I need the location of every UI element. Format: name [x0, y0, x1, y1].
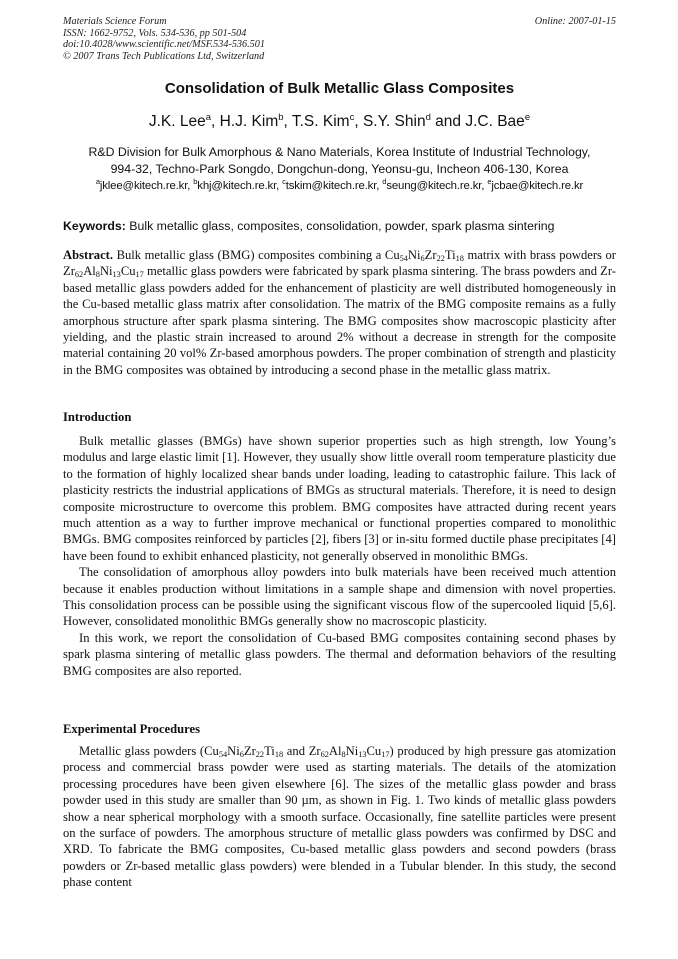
email-address[interactable]: jklee@kitech.re.kr,	[99, 179, 194, 192]
issn-line: ISSN: 1662-9752, Vols. 534-536, pp 501-504	[63, 27, 247, 39]
formula-element: Al	[83, 264, 96, 279]
author-affiliation-mark: a	[205, 112, 212, 123]
formula-element: Ni	[99, 264, 113, 279]
email-mark: c	[282, 177, 286, 186]
email-mark: d	[382, 177, 387, 186]
affiliation	[63, 144, 616, 177]
doi-link[interactable]: doi:10.4028/www.scientific.net/MSF.534-536.501	[63, 39, 265, 51]
formula-subscript: 8	[95, 270, 100, 280]
email-address[interactable]: tskim@kitech.re.kr,	[285, 179, 383, 192]
journal-header	[63, 16, 616, 62]
experimental-text-1: Metallic glass powders (	[79, 744, 205, 758]
intro-paragraph-3: In this work, we report the consolidation of Cu-based BMG composites containing second phases by spark plasma sintering of metallic glass powders. The thermal and deformation behaviors of the resulting BMG composites are also reported.	[63, 630, 616, 678]
formula-element: Ti	[264, 744, 275, 758]
formula-subscript: 22	[436, 254, 445, 263]
formula-element: Cu	[366, 744, 382, 758]
author-affiliation-mark: c	[349, 112, 355, 123]
copyright-line: © 2007 Trans Tech Publications Ltd, Switzerland	[63, 50, 265, 62]
experimental-paragraph-1	[63, 743, 616, 891]
formula-element: Ni	[227, 744, 240, 758]
formula-subscript: 17	[381, 750, 390, 759]
formula-cu-matrix	[385, 248, 464, 262]
abstract	[63, 247, 616, 378]
formula-element: Ti	[444, 248, 456, 262]
formula-element: Cu	[384, 248, 400, 262]
formula-element: Cu	[204, 744, 219, 758]
author-affiliation-mark: b	[278, 112, 284, 123]
author-name: S.Y. Shin	[362, 113, 426, 131]
keywords-label: Keywords:	[63, 219, 126, 233]
author-separator: and	[430, 113, 466, 131]
author-affiliation-mark: e	[524, 112, 531, 123]
author-name: J.C. Bae	[465, 113, 525, 131]
formula-element: Ni	[345, 744, 359, 758]
formula-element: Al	[328, 744, 342, 758]
formula-element: Zr	[308, 744, 321, 758]
formula-element: Cu	[120, 264, 136, 279]
formula-subscript: 62	[74, 270, 84, 280]
abstract-text-3: metallic glass powders were fabricated by spark plasma sintering. The brass powders and Zr-based metallic glass powders added for the enhancement of plasticity are well distributed homogeneously in the Cu-based metallic glass matrix after consolidation. The matrix of the BMG composite remains as a fully amorphous structure after spark plasma sintering. The BMG composites show macroscopic plasticity after yielding, and the plastic strain increased to around 2% without a decrease in strength for the composite material containing 20 vol% Zr-based amorphous powders. The proper combination of strength and plasticity in the BMG composites was obtained by introducing a second phase in the metallic glass matrix.	[63, 264, 616, 377]
author-name: T.S. Kim	[291, 113, 350, 131]
formula-element: Zr	[424, 248, 437, 262]
section-heading-experimental: Experimental Procedures	[63, 722, 200, 736]
formula-element: Zr	[63, 264, 75, 279]
formula-zr-powder-2	[309, 744, 390, 758]
formula-subscript: 54	[399, 254, 408, 263]
affiliation-line-2: 994-32, Techno-Park Songdo, Dongchun-dong, Yeonsu-gu, Incheon 406-130, Korea	[110, 161, 569, 176]
formula-subscript: 22	[255, 750, 265, 759]
email-mark: e	[487, 177, 492, 186]
email-list	[63, 177, 616, 192]
email-address[interactable]: khj@kitech.re.kr,	[197, 179, 283, 192]
experimental-text-2: and	[283, 744, 309, 758]
affiliation-line-1: R&D Division for Bulk Amorphous & Nano Materials, Korea Institute of Industrial Technology,	[88, 145, 591, 159]
formula-subscript: 13	[112, 270, 121, 280]
intro-paragraph-2: The consolidation of amorphous alloy powders into bulk materials have been received much attention because it enables production without limitations in a sample shape and dimension with novel properties. This consolidation process can be possible using the significant viscous flow of the supercooled liquid [5,6]. However, consolidated monolithic BMGs generally show no macroscopic plasticity.	[63, 565, 616, 629]
formula-subscript: 6	[239, 750, 244, 759]
keywords-text: Bulk metallic glass, composites, consolidation, powder, spark plasma sintering	[129, 219, 555, 233]
author-name: J.K. Lee	[148, 113, 206, 131]
experimental-text-3: ) produced by high pressure gas atomization process and commercial brass powder were used as starting materials. The details of the atomization processing procedures have been given elsewhere [6]. The sizes of the metallic glass powder and brass powder used in this study are smaller than 90 µm, as shown in Fig. 1. Two kinds of metallic glass powders show a near spherical morphology with a smooth surface. Occasionally, fine satellite particles were present on the surface of powders. The amorphous structure of metallic glass powders was confirmed by DSC and XRD. To fabricate the BMG composites, Cu-based metallic glass powders and second powders (brass powders or Zr-based metallic glass powders) were blended in a Tubular blender. In this study, the second phase content	[63, 744, 616, 890]
online-date: Online: 2007-01-15	[534, 16, 616, 27]
author-separator: ,	[354, 113, 363, 131]
formula-subscript: 18	[455, 254, 464, 263]
author-list	[63, 112, 616, 131]
section-heading-introduction: Introduction	[63, 410, 132, 424]
author-affiliation-mark: d	[425, 112, 431, 123]
formula-subscript: 62	[320, 750, 329, 759]
formula-subscript: 6	[420, 254, 425, 263]
formula-element: Ni	[407, 248, 421, 262]
abstract-text-2: matrix with brass powders or	[463, 248, 616, 262]
author-separator: ,	[211, 113, 220, 131]
formula-subscript: 54	[218, 750, 228, 759]
author-name: H.J. Kim	[219, 113, 279, 131]
intro-paragraph-1: Bulk metallic glasses (BMGs) have shown superior properties such as high strength, low Young’s modulus and large elastic limit [1]. However, they usually show little overall room temperature plasticity due to the formation of highly localized shear bands under loading, leading to catastrophic failure. This lack of plasticity restricts the industrial applications of BMGs as structural materials. Therefore, it is need to design composite microstructure to overcome this problem. BMG composites have attracted during recent years much attention as a way to further improve mechanical or functional properties compared to monolithic BMGs. BMG composites reinforced by particles [2], fibers [3] or in-situ formed ductile phase precipitates [4] have been found to exhibit enhanced plasticity, not generally observed in monolithic BMGs.	[63, 434, 616, 563]
experimental-body	[63, 743, 616, 891]
formula-subscript: 13	[358, 750, 367, 759]
abstract-text-1: Bulk metallic glass (BMG) composites combining a	[116, 248, 385, 262]
abstract-label: Abstract.	[63, 248, 114, 262]
keywords	[63, 219, 616, 233]
formula-subscript: 17	[135, 270, 144, 280]
email-mark: b	[193, 177, 198, 186]
introduction-body	[63, 433, 616, 679]
formula-subscript: 8	[341, 750, 346, 759]
formula-cu-powder	[204, 744, 283, 758]
journal-name: Materials Science Forum	[63, 16, 167, 27]
formula-zr-powder	[63, 264, 144, 278]
paper-title: Consolidation of Bulk Metallic Glass Composites	[164, 80, 515, 97]
formula-subscript: 18	[274, 750, 284, 759]
formula-element: Zr	[243, 744, 256, 758]
email-mark: a	[95, 177, 100, 186]
email-address[interactable]: seung@kitech.re.kr,	[386, 179, 488, 192]
email-address[interactable]: jcbae@kitech.re.kr	[491, 179, 584, 192]
author-separator: ,	[283, 113, 292, 131]
